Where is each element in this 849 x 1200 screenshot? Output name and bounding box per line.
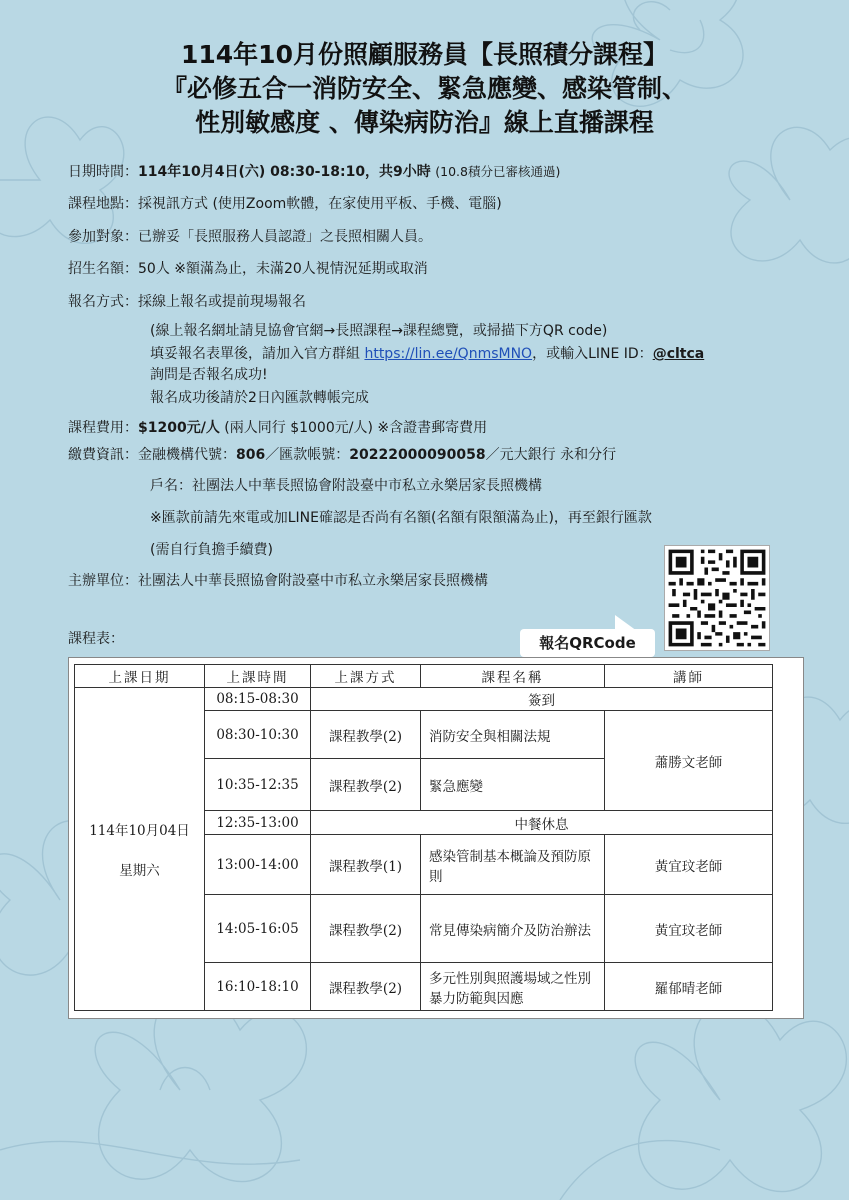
fee-value: $1200元/人 xyxy=(138,420,220,436)
signup-detail-2-mid: ，或輸入LINE ID： xyxy=(532,346,653,362)
row-teacher: 黃宜玟老師 xyxy=(605,835,773,895)
schedule-weekday: 星期六 xyxy=(119,863,160,879)
row-method: 課程教學(2) xyxy=(311,895,421,963)
row-time: 16:10-18:10 xyxy=(205,963,311,1011)
host-value: 社團法人中華長照協會附設臺中市私立永樂居家長照機構 xyxy=(138,573,488,589)
quota-value: 50人 ※額滿為止，未滿20人視情況延期或取消 xyxy=(138,261,428,277)
info-date xyxy=(68,161,560,181)
audience-label: 參加對象： xyxy=(68,229,138,245)
signup-detail-3: 詢問是否報名成功! xyxy=(150,367,268,383)
row-course: 多元性別與照護場域之性別暴力防範與因應 xyxy=(421,963,605,1011)
info-audience xyxy=(68,226,432,246)
date-label: 日期時間： xyxy=(68,164,138,180)
info-fee xyxy=(68,417,487,437)
signup-detail-1: (線上報名網址請見協會官網→長照課程→課程總覽，或掃描下方QR code) xyxy=(150,323,608,339)
pay-bank-code: 806 xyxy=(236,447,266,463)
signup-qr-code[interactable] xyxy=(664,545,770,651)
host-label: 主辦單位： xyxy=(68,573,138,589)
date-value: 114年10月4日(六) 08:30-18:10，共9小時 xyxy=(138,164,431,180)
pay-bank-post: ／元大銀行 永和分行 xyxy=(485,447,617,463)
row-method: 課程教學(2) xyxy=(311,759,421,811)
table-row xyxy=(75,688,773,711)
pay-label: 繳費資訊： xyxy=(68,447,138,463)
row-span-text: 簽到 xyxy=(311,688,773,711)
row-course: 消防安全與相關法規 xyxy=(421,711,605,759)
row-time: 13:00-14:00 xyxy=(205,835,311,895)
row-method: 課程教學(2) xyxy=(311,963,421,1011)
fee-note: (兩人同行 $1000元/人) ※含證書郵寄費用 xyxy=(219,420,488,436)
page-title xyxy=(0,38,849,140)
fee-label: 課程費用： xyxy=(68,420,138,436)
row-method: 課程教學(1) xyxy=(311,835,421,895)
location-label: 課程地點： xyxy=(68,196,138,212)
row-course: 常見傳染病簡介及防治辦法 xyxy=(421,895,605,963)
info-signup xyxy=(68,291,306,311)
info-location xyxy=(68,193,502,213)
pay-acct-pre: ／匯款帳號： xyxy=(265,447,350,463)
row-method: 課程教學(2) xyxy=(311,711,421,759)
pay-fee-note: (需自行負擔手續費) xyxy=(150,542,273,558)
row-time: 12:35-13:00 xyxy=(205,811,311,835)
header-method: 上課方式 xyxy=(311,665,421,688)
signup-detail-2-pre: 填妥報名表單後，請加入官方群組 xyxy=(150,346,365,362)
signup-label: 報名方式： xyxy=(68,294,138,310)
row-time: 08:30-10:30 xyxy=(205,711,311,759)
audience-value: 已辦妥「長照服務人員認證」之長照相關人員。 xyxy=(138,229,432,245)
title-line-1: 114年10月份照顧服務員【長照積分課程】 xyxy=(181,40,668,69)
pay-account: 20222000090058 xyxy=(349,447,486,463)
row-teacher: 羅郁晴老師 xyxy=(605,963,773,1011)
row-time: 10:35-12:35 xyxy=(205,759,311,811)
pay-holder: 戶名：社團法人中華長照協會附設臺中市私立永樂居家長照機構 xyxy=(150,478,542,494)
row-teacher: 蕭勝文老師 xyxy=(605,711,773,811)
schedule-table xyxy=(74,664,773,1011)
signup-detail-4: 報名成功後請於2日內匯款轉帳完成 xyxy=(150,390,369,406)
schedule-label: 課程表： xyxy=(68,631,124,647)
pay-bank-pre: 金融機構代號： xyxy=(138,447,236,463)
pay-notice: ※匯款前請先來電或加LINE確認是否尚有名額(名額有限額滿為止)，再至銀行匯款 xyxy=(150,510,652,526)
row-course: 緊急應變 xyxy=(421,759,605,811)
title-line-3: 性別敏感度 、傳染病防治』線上直播課程 xyxy=(195,108,654,137)
date-note: (10.8積分已審核通過) xyxy=(435,164,561,179)
info-host xyxy=(68,570,488,590)
row-span-text: 中餐休息 xyxy=(311,811,773,835)
info-payment xyxy=(68,444,616,464)
line-group-link[interactable]: https://lin.ee/QnmsMNO xyxy=(364,346,533,362)
signup-value: 採線上報名或提前現場報名 xyxy=(138,294,306,310)
location-value: 採視訊方式 (使用Zoom軟體，在家使用平板、手機、電腦) xyxy=(138,196,502,212)
title-line-2: 『必修五合一消防安全、緊急應變、感染管制、 xyxy=(161,74,687,103)
row-time: 14:05-16:05 xyxy=(205,895,311,963)
line-id: @cltca xyxy=(652,346,705,362)
header-time: 上課時間 xyxy=(205,665,311,688)
row-course: 感染管制基本概論及預防原則 xyxy=(421,835,605,895)
info-quota xyxy=(68,258,428,278)
signup-detail-2 xyxy=(150,343,704,363)
qr-code-icon xyxy=(665,546,769,650)
row-teacher: 黃宜玟老師 xyxy=(605,895,773,963)
row-time: 08:15-08:30 xyxy=(205,688,311,711)
schedule-table-panel xyxy=(68,657,804,1019)
schedule-date-cell xyxy=(75,688,205,1011)
header-teacher: 講師 xyxy=(605,665,773,688)
table-header-row xyxy=(75,665,773,688)
header-course: 課程名稱 xyxy=(421,665,605,688)
header-date: 上課日期 xyxy=(75,665,205,688)
schedule-date: 114年10月04日 xyxy=(89,823,190,839)
quota-label: 招生名額： xyxy=(68,261,138,277)
qr-code-label: 報名QRCode xyxy=(520,629,655,657)
